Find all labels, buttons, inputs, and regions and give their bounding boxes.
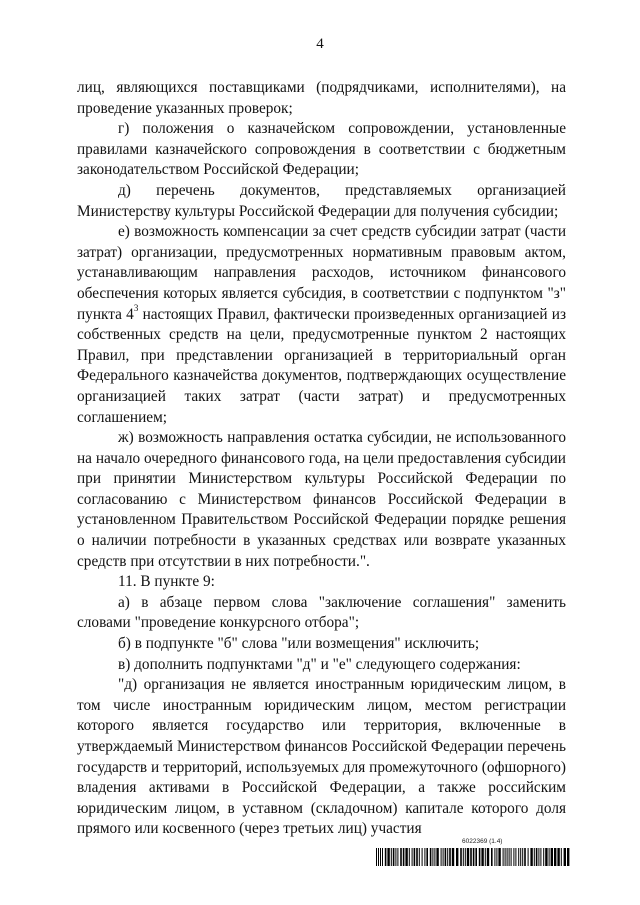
paragraph-10: "д) организация не является иностранным юридическим лицом, в том числе иностранным юридическим лицом, местом регистрации которого является государство или территория, включенные в утверждаемый Министерством финансов Российской Федерации перечень государств и территорий, используемых для промежуточного (офшорного) владения активами в Российской Федерации, а также российским юридическим лицом, в уставном (складочном) капитале которого доля прямого или косвенного (через третьих лиц) участия: [77, 676, 566, 838]
document-code: 6022369 (1.4): [462, 838, 503, 845]
paragraph-7: а) в абзаце первом слова "заключение соглашения" заменить словами "проведение конкурсного отбора";: [77, 593, 566, 632]
paragraph-9: в) дополнить подпунктами "д" и "е" следующего содержания:: [118, 655, 521, 673]
superscript-3: 3: [133, 303, 139, 314]
paragraph-1: лиц, являющихся поставщиками (подрядчиками, исполнителями), на проведение указанных проверок;: [77, 79, 566, 117]
paragraph-5: ж) возможность направления остатка субсидии, не использованного на начало очередного финансового года, на цели предоставления субсидии при принятии Министерством культуры Российской Федерации по согласованию с Министерством финансов Российской Федерации в установленном Правительством Российской Федерации порядке решения о наличии потребности в указанных средствах или возврате указанных средств при отсутствии в них потребности.".: [77, 429, 566, 570]
paragraph-2: г) положения о казначейском сопровождении, установленные правилами казначейского сопровождения в соответствии с бюджетным законодательством Российской Федерации;: [77, 120, 566, 179]
paragraph-4-start: е) возможность компенсации за счет средств субсидии затрат (части затрат) организации, предусмотренных нормативным правовым актом, устанавливающим направления расходов, источником финансового обеспечения которых является субсидия, в соответствии с подпунктом "з" пункта 4: [77, 223, 566, 323]
page-number: 4: [316, 36, 324, 52]
paragraph-3: д) перечень документов, представляемых организацией Министерству культуры Российской Федерации для получения субсидии;: [77, 181, 566, 220]
paragraph-4-end: настоящих Правил, фактически произведенных организацией из собственных средств на цели, предусмотренные пунктом 2 настоящих Правил, при представлении организацией в территориальный орган Федерального казначейства документов, подтверждающих осуществление организацией таких затрат (части затрат) и предусмотренных соглашением;: [77, 305, 566, 426]
document-body: [77, 78, 566, 840]
paragraph-4: [77, 222, 566, 428]
paragraph-6: 11. В пункте 9:: [118, 573, 215, 591]
barcode: [376, 848, 572, 866]
paragraph-8: б) в подпункте "б" слова "или возмещения" исключить;: [118, 635, 480, 653]
